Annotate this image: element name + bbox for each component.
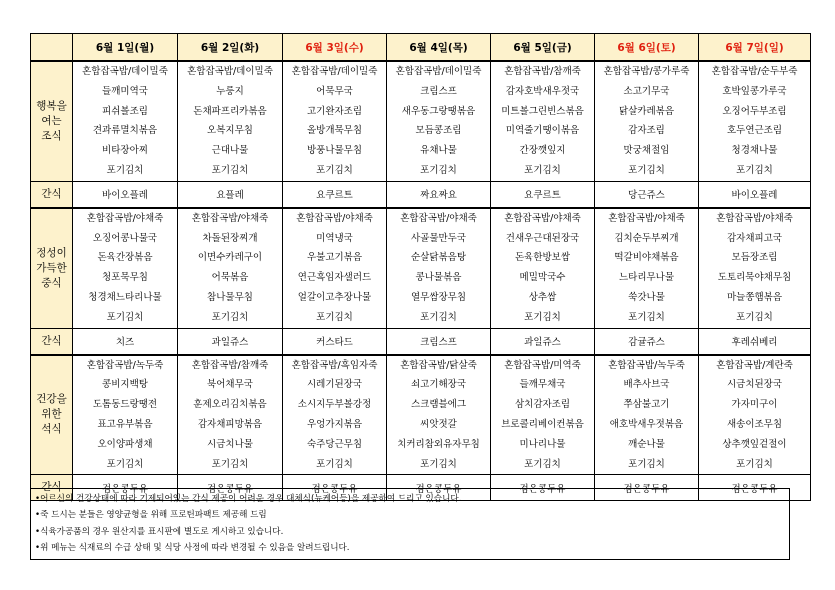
snack-cell: 요플레 [178, 181, 283, 208]
menu-item: 상추쌈 [528, 291, 557, 303]
snack-cell: 바이오플레 [73, 181, 178, 208]
menu-item: 가자미구이 [731, 399, 778, 411]
menu-item: 상추깻잎겉절이 [722, 438, 787, 450]
menu-item: 어묵무국 [316, 85, 353, 97]
note-line: •어르신의 건강상태에 따라 기제되어있는 간식 제공이 어려운 경우 대체식(뉴케어등)을 제공하여 드리고 있습니다. [35, 494, 462, 504]
menu-cell [595, 355, 699, 475]
menu-item: 근대나물 [211, 145, 249, 157]
menu-cell [387, 208, 491, 328]
meal-label: 간식 [31, 475, 73, 501]
menu-item: 김치순두부찌개 [614, 232, 679, 244]
meal-label-line: 가득한 [36, 261, 67, 274]
menu-item: 연근흑임자샐러드 [297, 272, 372, 284]
snack-cell: 요쿠르트 [283, 181, 387, 208]
meal-label-line: 석식 [41, 423, 62, 436]
dinner-row [31, 355, 811, 475]
breakfast-row [31, 61, 811, 181]
menu-cell [491, 208, 595, 328]
menu-item: 숙주당근무침 [306, 438, 363, 450]
note-line: •죽 드시는 분들은 영양균형을 위해 프로틴파팩트 제공해 드림 [35, 510, 267, 521]
snack-cell: 검은콩두유 [699, 475, 811, 501]
menu-item: 포기김치 [736, 458, 773, 470]
menu-item: 혼합잡곡밥/야채죽 [296, 212, 373, 224]
menu-item: 오복지무침 [207, 125, 253, 137]
meal-label-line: 여는 [41, 114, 62, 127]
menu-item: 돈육한방보쌈 [514, 252, 571, 264]
snack-cell: 당근쥬스 [595, 181, 699, 208]
menu-item: 포기김치 [628, 164, 665, 176]
menu-item: 소시지두부볼강정 [297, 399, 372, 411]
menu-cell [699, 208, 811, 328]
menu-item: 호박잎콩가루국 [722, 85, 787, 97]
menu-item: 포기김치 [628, 311, 665, 323]
menu-item: 모듬장조림 [731, 252, 778, 264]
menu-cell [283, 61, 387, 181]
menu-cell [283, 355, 387, 475]
menu-item: 새송이조무침 [726, 418, 783, 430]
menu-item: 떡갈비야채볶음 [614, 252, 679, 264]
menu-item: 오징어두부조림 [722, 105, 787, 117]
menu-cell [491, 61, 595, 181]
menu-item: 치커리참외유자무침 [397, 438, 480, 450]
menu-item: 돈육간장볶음 [97, 252, 153, 264]
menu-item: 혼합잡곡밥/참깨죽 [504, 66, 581, 77]
menu-item: 포기김치 [316, 458, 353, 470]
menu-item: 우엉가지볶음 [306, 418, 363, 430]
menu-item: 혼합잡곡밥/야채죽 [191, 212, 269, 224]
menu-item: 혼합잡곡밥/콩가루죽 [603, 66, 690, 77]
menu-item: 열무쌈장무침 [410, 291, 467, 303]
menu-item: 마늘쫑햄볶음 [726, 291, 783, 303]
menu-cell [595, 61, 699, 181]
snack-cell: 크림스프 [387, 328, 491, 355]
weekly-menu-table [30, 33, 811, 501]
menu-item: 혼합잡곡밥/데이밀죽 [82, 66, 168, 77]
menu-item: 감자조림 [628, 125, 665, 137]
menu-item: 방풍나물무침 [306, 145, 363, 157]
menu-item: 모듬콩조림 [415, 125, 462, 137]
menu-item: 혼합잡곡밥/데이밀죽 [187, 66, 273, 77]
menu-item: 청경채나물 [731, 145, 778, 157]
menu-item: 포기김치 [211, 458, 249, 470]
menu-item: 배추사브국 [623, 379, 670, 391]
snack-cell: 검은콩두유 [595, 475, 699, 501]
menu-item: 느타리무나물 [618, 272, 675, 284]
menu-cell [699, 355, 811, 475]
snack-cell: 과일쥬스 [178, 328, 283, 355]
menu-item: 어묵볶음 [211, 272, 249, 284]
meal-label [31, 208, 73, 328]
meal-label-line: 행복을 [36, 99, 67, 112]
menu-item: 메밀막국수 [519, 272, 566, 284]
corner-cell [31, 34, 73, 62]
menu-item: 훈제오리김치볶음 [193, 399, 267, 411]
day-header: 6월 5일(금) [491, 34, 595, 62]
menu-item: 혼합잡곡밥/계란죽 [716, 359, 793, 371]
menu-item: 포기김치 [524, 458, 561, 470]
snack-cell: 짜요짜요 [387, 181, 491, 208]
note-line: •식육가공품의 경우 원산지를 표시판에 별도로 게시하고 있습니다. [35, 526, 284, 537]
lunch-row [31, 208, 811, 328]
menu-cell [491, 355, 595, 475]
meal-label-line: 조식 [41, 129, 62, 142]
menu-item: 비타장아찌 [102, 145, 148, 157]
menu-item: 얼갈이고추장나물 [297, 291, 372, 303]
notes-box [30, 488, 790, 560]
menu-item: 시레기된장국 [306, 379, 363, 391]
menu-item: 맛궁채절임 [623, 145, 670, 157]
snack-cell: 치즈 [73, 328, 178, 355]
day-header: 6월 4일(목) [387, 34, 491, 62]
menu-item: 포기김치 [316, 311, 353, 323]
menu-cell [387, 355, 491, 475]
menu-cell [73, 355, 178, 475]
menu-item: 포기김치 [736, 164, 773, 176]
menu-item: 혼합잡곡밥/녹두죽 [86, 359, 164, 371]
menu-item: 포기김치 [211, 164, 249, 176]
snack-row [31, 328, 811, 355]
menu-item: 오징어콩나물국 [92, 232, 158, 244]
snack-cell: 과일쥬스 [491, 328, 595, 355]
menu-item: 순살닭볶음탕 [410, 252, 467, 264]
menu-item: 사골물만두국 [410, 232, 467, 244]
menu-item: 닭살카레볶음 [618, 105, 675, 117]
snack-cell: 감귤쥬스 [595, 328, 699, 355]
menu-item: 포기김치 [420, 458, 457, 470]
menu-cell [178, 61, 283, 181]
menu-item: 감자채피망볶음 [197, 418, 263, 430]
snack-cell: 검은콩두유 [387, 475, 491, 501]
menu-cell [73, 208, 178, 328]
menu-item: 호두연근조림 [726, 125, 783, 137]
menu-cell [283, 208, 387, 328]
snack-row [31, 181, 811, 208]
meal-label [31, 61, 73, 181]
menu-item: 포기김치 [524, 311, 561, 323]
menu-item: 이면수카레구이 [197, 252, 263, 264]
menu-item: 북어채무국 [207, 379, 253, 391]
meal-label: 간식 [31, 328, 73, 355]
menu-item: 포기김치 [736, 311, 773, 323]
menu-item: 포기김치 [420, 164, 457, 176]
menu-item: 올방개묵무침 [306, 125, 363, 137]
menu-item: 브로콜리베이컨볶음 [501, 418, 584, 430]
day-header: 6월 3일(수) [283, 34, 387, 62]
menu-item: 애호박새우젓볶음 [609, 418, 684, 430]
snack-cell: 요쿠르트 [491, 181, 595, 208]
day-header: 6월 7일(일) [699, 34, 811, 62]
menu-item: 미역냉국 [316, 232, 353, 244]
menu-item: 크림스프 [420, 85, 457, 97]
menu-item: 오이양파생채 [97, 438, 153, 450]
menu-item: 시금치된장국 [726, 379, 783, 391]
snack-cell: 검은콩두유 [178, 475, 283, 501]
menu-item: 소고기무국 [623, 85, 670, 97]
menu-item: 견과류멸치볶음 [92, 125, 158, 137]
meal-label: 간식 [31, 181, 73, 208]
menu-item: 들깨미역국 [102, 85, 148, 97]
menu-item: 포기김치 [628, 458, 665, 470]
menu-item: 혼합잡곡밥/참깨죽 [191, 359, 269, 371]
menu-item: 청경채느타리나물 [88, 291, 162, 303]
snack-cell: 검은콩두유 [283, 475, 387, 501]
menu-item: 유채나물 [420, 145, 457, 157]
menu-cell [699, 61, 811, 181]
menu-item: 콩나물볶음 [415, 272, 462, 284]
menu-item: 콩비지백탕 [102, 379, 148, 391]
menu-item: 혼합잡곡밥/야채죽 [86, 212, 164, 224]
menu-item: 참나물무침 [207, 291, 253, 303]
menu-item: 미트볼그린빈스볶음 [501, 105, 584, 117]
menu-cell [178, 355, 283, 475]
note-line: •위 메뉴는 식재료의 수급 상태 및 식당 사정에 따라 변경될 수 있음을 알려드립니다. [35, 542, 350, 553]
menu-item: 쇠고기해장국 [410, 379, 467, 391]
menu-item: 혼합잡곡밥/닭살죽 [400, 359, 477, 371]
menu-item: 고기완자조림 [306, 105, 363, 117]
menu-item: 쑥갓나물 [628, 291, 665, 303]
meal-label-line: 중식 [41, 276, 62, 289]
menu-item: 혼합잡곡밥/야채죽 [400, 212, 477, 224]
menu-cell [387, 61, 491, 181]
day-header: 6월 1일(월) [73, 34, 178, 62]
menu-item: 포기김치 [106, 458, 144, 470]
menu-item: 차돌된장찌개 [202, 232, 258, 244]
snack-cell: 검은콩두유 [491, 475, 595, 501]
snack-cell: 커스타드 [283, 328, 387, 355]
meal-label-line: 건강을 [36, 393, 67, 406]
menu-item: 감자호박새우젓국 [505, 85, 580, 97]
menu-cell [73, 61, 178, 181]
menu-item: 건새우근대된장국 [505, 232, 580, 244]
menu-item: 누룽지 [216, 85, 244, 97]
menu-item: 혼합잡곡밥/야채죽 [504, 212, 581, 224]
meal-label [31, 355, 73, 475]
menu-item: 혼합잡곡밥/데이밀죽 [395, 66, 482, 77]
snack-cell: 검은콩두유 [73, 475, 178, 501]
menu-cell [595, 208, 699, 328]
menu-item: 들깨무채국 [519, 379, 566, 391]
menu-item: 포기김치 [106, 164, 144, 176]
menu-item: 쭈삼불고기 [623, 399, 670, 411]
menu-item: 돈채파프리카볶음 [193, 105, 267, 117]
menu-item: 혼합잡곡밥/데이밀죽 [291, 66, 378, 77]
menu-item: 포기김치 [211, 311, 249, 323]
menu-item: 포기김치 [106, 311, 144, 323]
menu-item: 포기김치 [316, 164, 353, 176]
menu-item: 삼치감자조림 [514, 399, 571, 411]
menu-item: 도톰동드랑땡전 [92, 399, 158, 411]
day-header: 6월 6일(토) [595, 34, 699, 62]
snack-cell: 후레쉬베리 [699, 328, 811, 355]
menu-item: 간장깻잎지 [519, 145, 566, 157]
menu-item: 새우동그랑땡볶음 [401, 105, 476, 117]
menu-item: 미역줄기땡이볶음 [505, 125, 580, 137]
menu-item: 포기김치 [420, 311, 457, 323]
menu-item: 도토리묵야채무침 [717, 272, 792, 284]
menu-item: 우불고기볶음 [306, 252, 363, 264]
menu-item: 미나리나물 [519, 438, 566, 450]
day-header: 6월 2일(화) [178, 34, 283, 62]
menu-item: 시금치나물 [207, 438, 253, 450]
menu-item: 씨앗젓갈 [420, 418, 457, 430]
menu-item: 혼합잡곡밥/순두부죽 [711, 66, 798, 77]
menu-item: 혼합잡곡밥/녹두죽 [608, 359, 685, 371]
menu-item: 혼합잡곡밥/미역죽 [504, 359, 581, 371]
menu-item: 혼합잡곡밥/야채죽 [608, 212, 685, 224]
menu-item: 깨순나물 [628, 438, 665, 450]
menu-item: 표고유부볶음 [97, 418, 153, 430]
meal-label-line: 위한 [41, 408, 62, 421]
meal-label-line: 정성이 [36, 246, 67, 259]
menu-item: 혼합잡곡밥/야채죽 [716, 212, 793, 224]
menu-item: 청포묵무침 [102, 272, 148, 284]
menu-item: 감자채피고국 [726, 232, 783, 244]
menu-item: 혼합잡곡밥/흑임자죽 [291, 359, 378, 371]
menu-item: 포기김치 [524, 164, 561, 176]
menu-cell [178, 208, 283, 328]
menu-item: 피쉬볼조림 [102, 105, 148, 117]
snack-cell: 바이오플레 [699, 181, 811, 208]
menu-item: 스크램블에그 [410, 399, 467, 411]
header-row [31, 34, 811, 62]
